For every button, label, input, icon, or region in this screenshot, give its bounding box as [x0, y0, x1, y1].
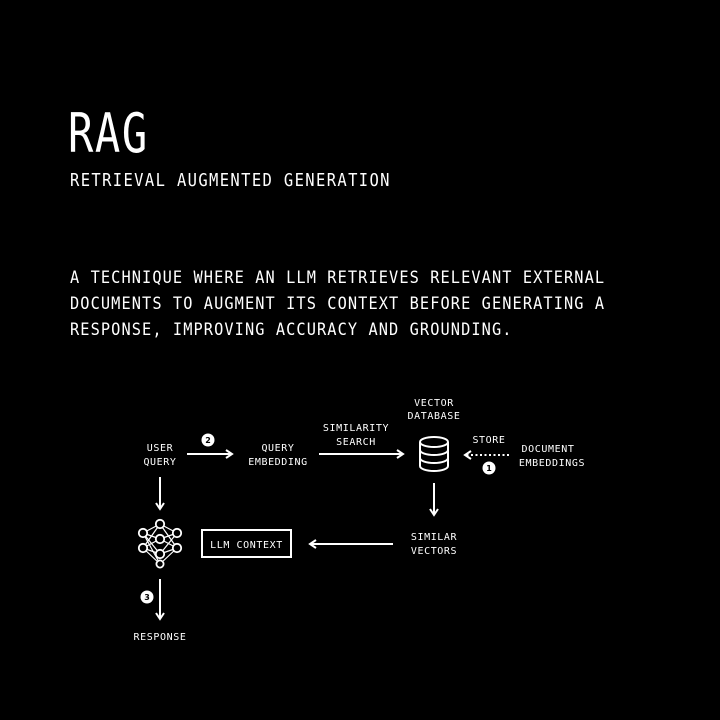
description-line-2: DOCUMENTS TO AUGMENT ITS CONTEXT BEFORE GENERATING A	[70, 294, 606, 314]
svg-text:3: 3	[144, 593, 150, 602]
svg-text:SIMILARITY: SIMILARITY	[322, 423, 390, 434]
page-title: RAG	[68, 102, 149, 165]
similar-vectors-node	[411, 532, 458, 557]
vector-database-node	[408, 398, 461, 471]
user-query-label-1: USER	[146, 443, 174, 454]
user-query-label-2: QUERY	[143, 457, 177, 468]
step-2-badge	[202, 434, 215, 447]
description-line-1: A TECHNIQUE WHERE AN LLM RETRIEVES RELEVANT EXTERNAL	[70, 268, 606, 288]
document-embeddings-label-2: EMBEDDINGS	[518, 458, 586, 469]
similar-vectors-label-2: VECTORS	[410, 546, 458, 557]
svg-text:1: 1	[486, 464, 492, 473]
query-embedding-node	[248, 443, 308, 468]
similar-vectors-label-1: SIMILAR	[410, 532, 458, 543]
llm-context-node	[202, 530, 291, 557]
database-icon	[420, 437, 448, 471]
svg-text:2: 2	[205, 436, 211, 445]
response-label: RESPONSE	[133, 632, 187, 643]
neural-network-icon	[139, 520, 181, 568]
similarity-search-label	[323, 423, 389, 448]
step-1-badge	[483, 462, 496, 475]
llm-context-label: LLM CONTEXT	[210, 540, 283, 551]
vector-database-label-2: DATABASE	[407, 411, 461, 422]
query-embedding-label-1: QUERY	[261, 443, 295, 454]
user-query-node	[143, 443, 176, 468]
step-3-badge	[141, 591, 154, 604]
vector-database-label-1: VECTOR	[414, 398, 454, 409]
svg-text:SEARCH: SEARCH	[336, 437, 376, 448]
document-embeddings-node	[519, 444, 585, 469]
query-embedding-label-2: EMBEDDING	[248, 457, 308, 468]
store-label: STORE	[472, 435, 506, 446]
document-embeddings-label-1: DOCUMENT	[521, 444, 575, 455]
page-subtitle: RETRIEVAL AUGMENTED GENERATION	[70, 170, 391, 191]
description-line-3: RESPONSE, IMPROVING ACCURACY AND GROUNDING.	[70, 320, 513, 340]
